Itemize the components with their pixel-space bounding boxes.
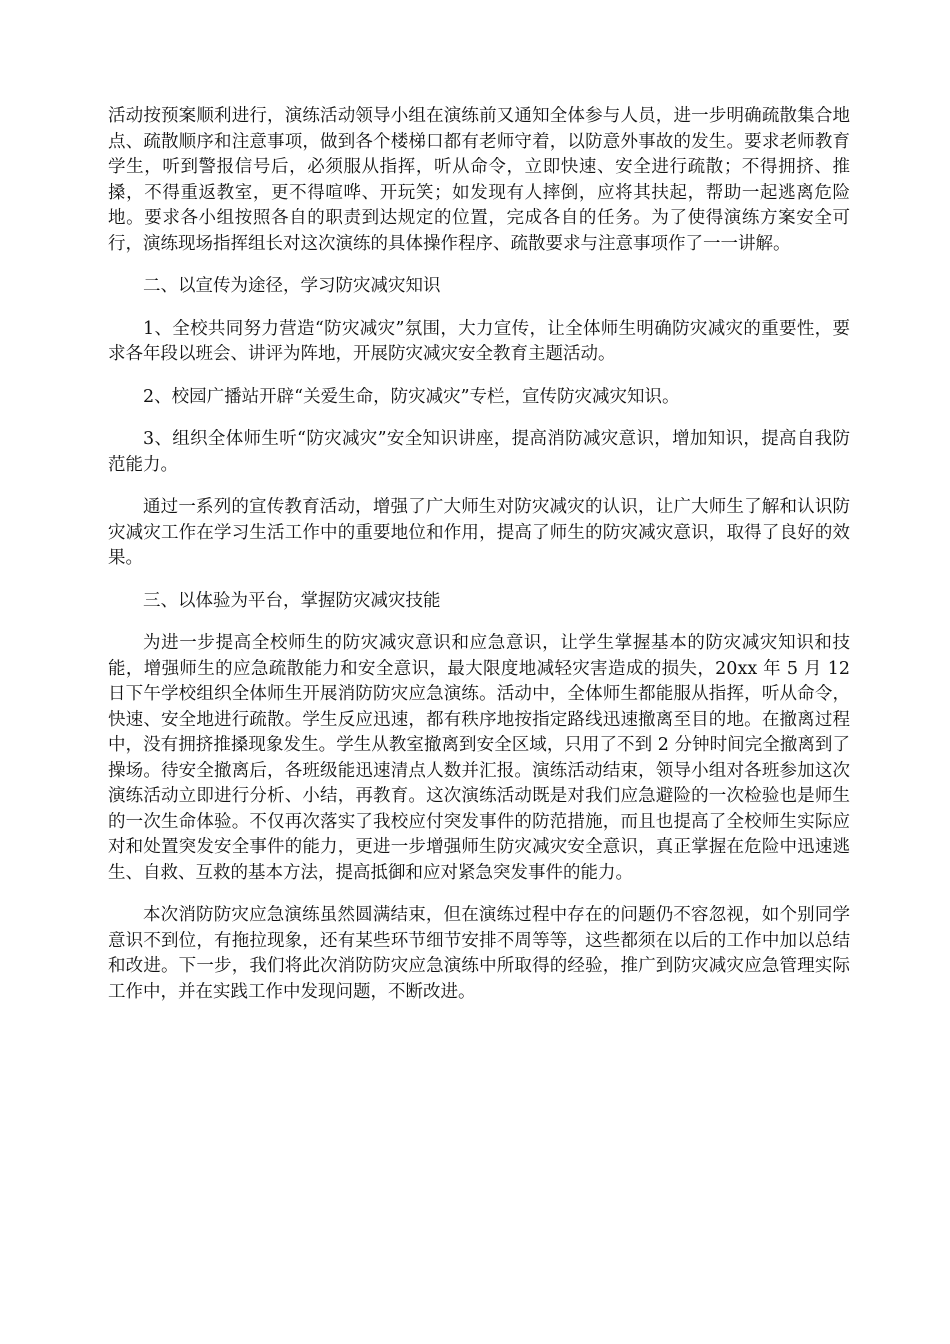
paragraph-conclusion: 本次消防防灾应急演练虽然圆满结束，但在演练过程中存在的问题仍不容忽视，如个别同学意识不到位，有拖拉现象，还有某些环节细节安排不周等等，这些都须在以后的工作中加以总结和改进。下一步，我们将此次消防防灾应急演练中所取得的经验，推广到防灾减灾应急管理实际工作中，并在实践工作中发现问题，不断改进。 [108, 905, 850, 1002]
document-body [108, 104, 850, 1022]
paragraph-drill-description: 为进一步提高全校师生的防灾减灾意识和应急意识，让学生掌握基本的防灾减灾知识和技能，增强师生的应急疏散能力和安全意识，最大限度地减轻灾害造成的损失，20xx 年 5 月 12 日下午学校组织全体师生开展消防防灾应急演练。活动中，全体师生都能服从指挥，听从命令，快速、安全地进行疏散。学生反应迅速，都有秩序地按指定路线迅速撤离至目的地。在撤离过程中，没有拥挤推搡现象发生。学生从教室撤离到安全区域，只用了不到 2 分钟时间完全撤离到了操场。待安全撤离后，各班级能迅速清点人数并汇报。演练活动结束，领导小组对各班参加这次演练活动立即进行分析、小结，再教育。这次演练活动既是对我们应急避险的一次检验也是师生的一次生命体验。不仅再次落实了我校应付突发事件的防范措施，而且也提高了全校师生实际应对和处置突发安全事件的能力，更进一步增强师生防灾减灾安全意识，真正掌握在危险中迅速逃生、自救、互救的基本方法，提高抵御和应对紧急突发事件的能力。 [108, 633, 850, 883]
paragraph-continued: 活动按预案顺利进行，演练活动领导小组在演练前又通知全体参与人员，进一步明确疏散集合地点、疏散顺序和注意事项，做到各个楼梯口都有老师守着，以防意外事故的发生。要求老师教育学生，听到警报信号后，必须服从指挥，听从命令，立即快速、安全进行疏散；不得拥挤、推搡，不得重返教室，更不得喧哗、开玩笑；如发现有人摔倒，应将其扶起，帮助一起逃离危险地。要求各小组按照各自的职责到达规定的位置，完成各自的任务。为了使得演练方案安全可行，演练现场指挥组长对这次演练的具体操作程序、疏散要求与注意事项作了一一讲解。 [108, 106, 850, 254]
paragraph-summary: 通过一系列的宣传教育活动，增强了广大师生对防灾减灾的认识，让广大师生了解和认识防灾减灾工作在学习生活工作中的重要地位和作用，提高了师生的防灾减灾意识，取得了良好的效果。 [108, 497, 850, 568]
section-heading-3: 三、以体验为平台，掌握防灾减灾技能 [143, 590, 441, 611]
list-item-3: 3、组织全体师生听“防灾减灾”安全知识讲座，提高消防减灾意识，增加知识，提高自我防范能力。 [108, 429, 850, 475]
list-item-2: 2、校园广播站开辟“关爱生命，防灾减灾”专栏，宣传防灾减灾知识。 [143, 386, 680, 407]
section-heading-2: 二、以宣传为途径，学习防灾减灾知识 [143, 276, 441, 296]
list-item-1: 1、全校共同努力营造“防灾减灾”氛围，大力宣传，让全体师生明确防灾减灾的重要性，要求各年段以班会、讲评为阵地，开展防灾减灾安全教育主题活动。 [108, 318, 850, 364]
